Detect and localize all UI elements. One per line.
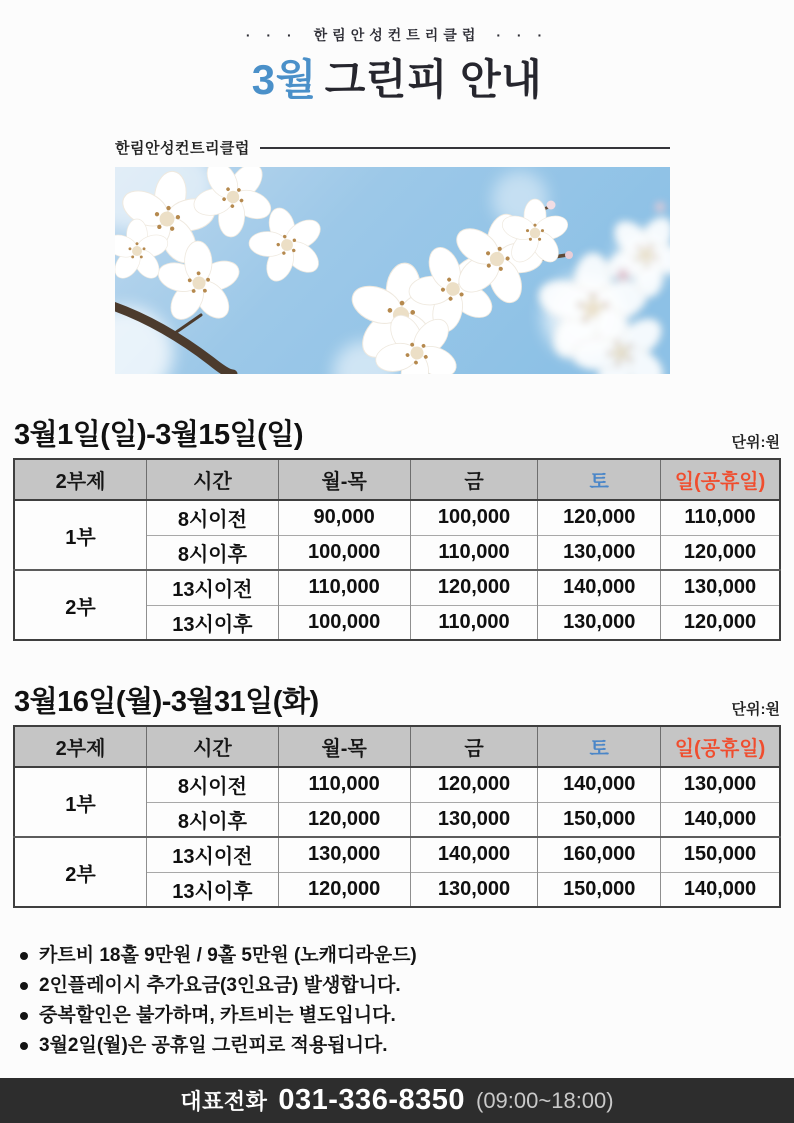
table-row (14, 500, 780, 535)
price-cell: 120,000 (410, 767, 538, 802)
price-cell: 120,000 (278, 802, 410, 837)
table-row (14, 837, 780, 872)
decorative-dots-right: · · · (496, 27, 549, 43)
table-row (14, 570, 780, 605)
price-cell: 150,000 (538, 802, 661, 837)
time-cell: 8시이전 (147, 767, 279, 802)
price-cell: 130,000 (410, 872, 538, 907)
note-item: 중복할인은 불가하며, 카트비는 별도입니다. (13, 1004, 781, 1027)
footer-phone-number: 031-336-8350 (278, 1084, 465, 1116)
col-header-mon-thu: 월-목 (278, 459, 410, 500)
price-cell: 150,000 (660, 837, 780, 872)
photo-section (115, 137, 670, 374)
price-cell: 120,000 (410, 570, 538, 605)
col-header-fri: 금 (410, 459, 538, 500)
price-table-1 (13, 458, 781, 641)
table-1-header-row (14, 459, 780, 500)
price-cell: 140,000 (538, 570, 661, 605)
unit-label-2: 단위:원 (731, 701, 780, 719)
table-2-header-row (14, 726, 780, 767)
content-area (13, 374, 781, 1064)
col-header-time: 시간 (147, 459, 279, 500)
price-cell: 160,000 (538, 837, 661, 872)
price-cell: 120,000 (660, 605, 780, 640)
time-cell: 8시이전 (147, 500, 279, 535)
price-cell: 140,000 (410, 837, 538, 872)
decorative-dots-left: · · · (245, 27, 298, 43)
price-cell: 100,000 (278, 605, 410, 640)
cherry-blossom-photo (115, 167, 670, 374)
top-header (0, 0, 794, 103)
price-cell: 120,000 (278, 872, 410, 907)
unit-label-1: 단위:원 (731, 434, 780, 452)
price-cell: 120,000 (660, 535, 780, 570)
price-cell: 150,000 (538, 872, 661, 907)
part-cell: 2부 (14, 570, 147, 640)
photo-caption: 한림안성컨트리클럽 (115, 140, 250, 158)
price-cell: 110,000 (660, 500, 780, 535)
price-cell: 110,000 (410, 605, 538, 640)
col-header-sat: 토 (538, 726, 661, 767)
time-cell: 13시이후 (147, 872, 279, 907)
price-cell: 110,000 (278, 767, 410, 802)
col-header-part: 2부제 (14, 459, 147, 500)
price-cell: 110,000 (278, 570, 410, 605)
part-cell: 1부 (65, 526, 96, 549)
club-name: 한림안성컨트리클럽 (313, 27, 481, 43)
period-1-heading: 3월1일(일)-3월15일(일) (14, 419, 304, 452)
price-table-2 (13, 725, 781, 908)
footer-phone-bar (0, 1078, 794, 1123)
club-name-line (0, 25, 794, 45)
col-header-part: 2부제 (14, 726, 147, 767)
note-item: 3월2일(월)은 공휴일 그린피로 적용됩니다. (13, 1034, 781, 1057)
footer-phone-label: 대표전화 (180, 1089, 268, 1114)
page-title-month: 3월 (251, 56, 317, 103)
time-cell: 13시이전 (147, 570, 279, 605)
footer-hours: (09:00~18:00) (476, 1087, 614, 1113)
price-cell: 130,000 (660, 767, 780, 802)
time-cell: 8시이후 (147, 802, 279, 837)
time-cell: 13시이전 (147, 837, 279, 872)
price-cell: 100,000 (278, 535, 410, 570)
price-cell: 130,000 (410, 802, 538, 837)
time-cell: 8시이후 (147, 535, 279, 570)
col-header-sun-holiday: 일(공휴일) (660, 726, 780, 767)
price-cell: 130,000 (538, 605, 661, 640)
note-item: 2인플레이시 추가요금(3인요금) 발생합니다. (13, 974, 781, 997)
col-header-sun-holiday: 일(공휴일) (660, 459, 780, 500)
period-1-header (14, 412, 780, 453)
col-header-mon-thu: 월-목 (278, 726, 410, 767)
col-header-time: 시간 (147, 726, 279, 767)
price-cell: 90,000 (278, 500, 410, 535)
table-row (14, 767, 780, 802)
col-header-sat: 토 (538, 459, 661, 500)
price-cell: 110,000 (410, 535, 538, 570)
period-2-header (14, 679, 780, 720)
page-title-rest: 그린피 안내 (324, 56, 543, 103)
note-item: 카트비 18홀 9만원 / 9홀 5만원 (노캐디라운드) (13, 944, 781, 967)
page-title (0, 57, 794, 103)
price-cell: 140,000 (660, 872, 780, 907)
price-cell: 140,000 (538, 767, 661, 802)
part-cell: 2부 (14, 837, 147, 907)
notes-list (13, 944, 781, 1057)
time-cell: 13시이후 (147, 605, 279, 640)
col-header-fri: 금 (410, 726, 538, 767)
price-cell: 100,000 (410, 500, 538, 535)
price-cell: 140,000 (660, 802, 780, 837)
price-cell: 130,000 (660, 570, 780, 605)
divider-line (260, 147, 670, 149)
period-2-heading: 3월16일(월)-3월31일(화) (14, 686, 319, 719)
price-cell: 120,000 (538, 500, 661, 535)
part-cell: 1부 (65, 793, 96, 816)
photo-caption-row (115, 137, 670, 158)
price-cell: 130,000 (278, 837, 410, 872)
price-cell: 130,000 (538, 535, 661, 570)
